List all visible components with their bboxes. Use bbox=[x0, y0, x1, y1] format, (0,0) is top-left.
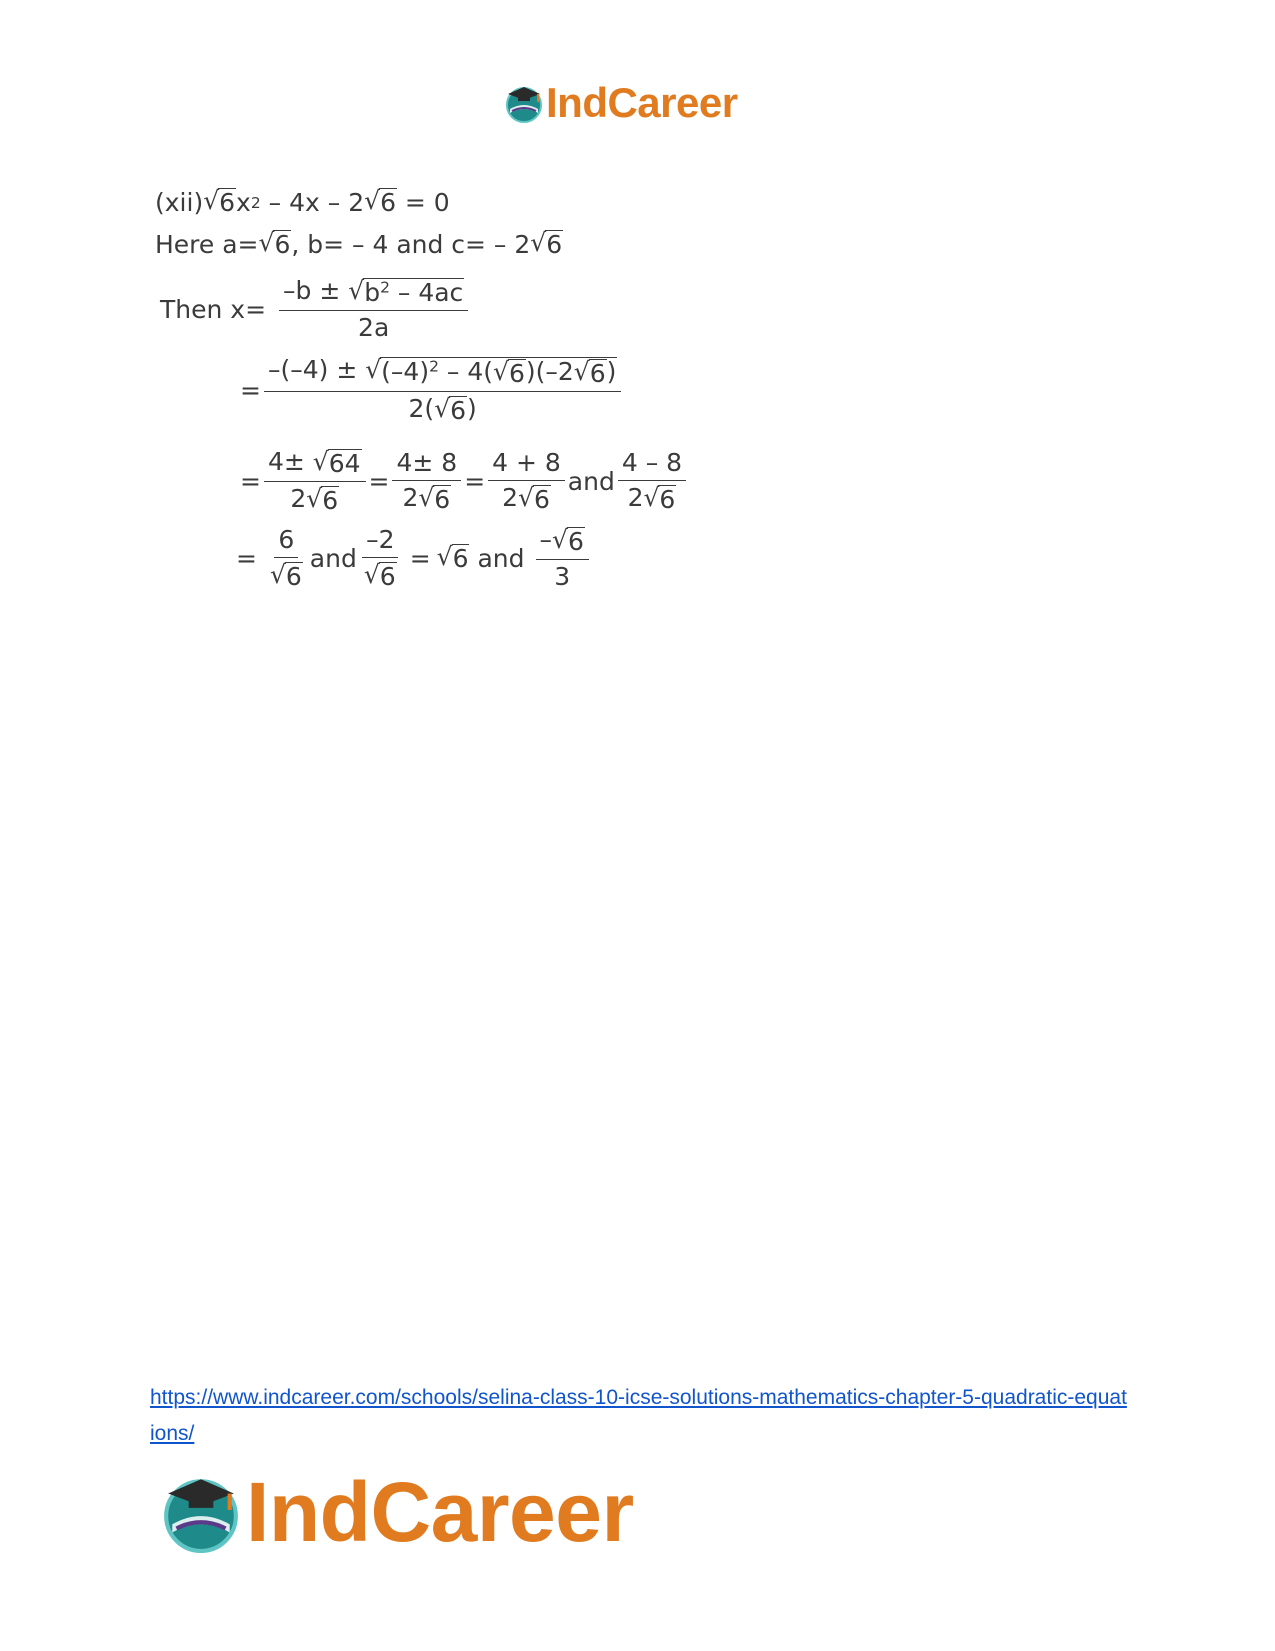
term: –(–4) ± bbox=[267, 355, 366, 384]
exponent: 2 bbox=[380, 278, 390, 297]
graduation-globe-icon bbox=[160, 1471, 242, 1553]
equation-term: – 4x – 2 bbox=[260, 188, 365, 218]
and-word: and bbox=[309, 543, 357, 573]
sqrt-expression: √ 6 bbox=[573, 357, 606, 388]
graduation-globe-icon bbox=[504, 83, 544, 123]
fraction-denominator bbox=[360, 558, 401, 592]
radicand: 6 bbox=[533, 484, 550, 514]
fraction bbox=[488, 448, 565, 515]
logo-text: IndCareer bbox=[246, 1465, 634, 1559]
header-logo bbox=[504, 78, 738, 128]
fraction-denominator: 2a bbox=[358, 312, 390, 342]
fraction bbox=[266, 525, 307, 592]
radicand: 6 bbox=[322, 485, 339, 515]
equals-sign: = bbox=[464, 466, 486, 496]
equals-sign: = bbox=[240, 375, 261, 405]
source-url-link[interactable]: https://www.indcareer.com/schools/selina-class-10-icse-solutions-mathematics-chapter-5-quadratic-equations/ bbox=[150, 1386, 1127, 1445]
fraction-numerator bbox=[279, 276, 468, 311]
fraction-numerator bbox=[264, 355, 621, 392]
radicand: 6 bbox=[546, 230, 563, 259]
and-word: and bbox=[477, 543, 525, 573]
formula-lead: Then x= bbox=[160, 294, 267, 324]
fraction bbox=[536, 525, 589, 592]
fraction-numerator: –2 bbox=[362, 525, 398, 558]
radicand: 6 bbox=[508, 359, 525, 388]
term: 4± bbox=[267, 447, 313, 476]
equals-sign: = bbox=[240, 466, 261, 496]
term: –b ± bbox=[283, 276, 349, 305]
fraction-numerator: 4 – 8 bbox=[618, 448, 686, 481]
radicand: 6 bbox=[379, 562, 396, 591]
exponent: 2 bbox=[429, 357, 439, 376]
variable: x bbox=[236, 188, 251, 218]
term: b bbox=[364, 278, 381, 307]
simplification-line bbox=[240, 447, 689, 516]
term: – 4ac bbox=[389, 278, 464, 307]
term: ) bbox=[606, 357, 617, 386]
sqrt-expression: √ 6 bbox=[363, 560, 396, 591]
term: 2 bbox=[627, 482, 644, 512]
radicand: 6 bbox=[219, 188, 236, 217]
radicand: 6 bbox=[567, 527, 584, 556]
sqrt-expression: √ 6 bbox=[552, 525, 584, 556]
term: )(–2 bbox=[525, 357, 574, 386]
radicand: 6 bbox=[274, 230, 291, 259]
term: 2 bbox=[402, 482, 419, 512]
radicand: 6 bbox=[589, 359, 606, 388]
fraction-numerator: 6 bbox=[274, 525, 298, 558]
sqrt-expression: √ 6 bbox=[434, 393, 467, 425]
fraction-denominator bbox=[266, 558, 307, 592]
question-number: (xii) bbox=[155, 188, 204, 218]
radicand: 6 bbox=[380, 188, 396, 217]
radicand: 6 bbox=[434, 484, 451, 514]
equals-sign: = bbox=[368, 466, 390, 496]
equals-sign: = bbox=[236, 543, 257, 573]
fraction bbox=[392, 448, 461, 515]
fraction bbox=[618, 448, 686, 515]
sqrt-expression: √ 6 bbox=[258, 228, 291, 259]
radicand bbox=[363, 278, 464, 308]
sqrt-expression: √ 6 bbox=[643, 482, 676, 514]
term: – 4( bbox=[438, 357, 494, 386]
final-answer-line bbox=[236, 525, 592, 592]
coefficients-line bbox=[155, 230, 563, 260]
sqrt-expression: √ 6 bbox=[518, 482, 550, 514]
sqrt-expression: √ 6 bbox=[269, 560, 302, 591]
fraction-numerator bbox=[264, 447, 366, 482]
coefficients-text: , b= – 4 and c= – 2 bbox=[291, 230, 531, 260]
fraction-denominator bbox=[624, 481, 681, 515]
radicand: 6 bbox=[659, 484, 676, 514]
sqrt-expression: √ 6 bbox=[203, 186, 236, 217]
sqrt-expression: √ $(-4)^2 - 4$( √ 6 )(–2 √ 6 ) bbox=[365, 355, 617, 388]
term: – bbox=[539, 525, 553, 554]
fraction-numerator bbox=[536, 525, 589, 560]
sqrt-expression: √ 6 bbox=[530, 228, 563, 259]
quadratic-formula-line bbox=[160, 276, 471, 343]
radicand: 6 bbox=[452, 543, 469, 573]
sqrt-expression: √ $b^2 - 4ac$ bbox=[348, 276, 464, 307]
sqrt-expression: √ 6 bbox=[306, 483, 339, 515]
radicand: 6 bbox=[450, 395, 467, 425]
term: 2 bbox=[502, 482, 518, 512]
fraction bbox=[360, 525, 401, 592]
term: (–4) bbox=[381, 357, 430, 386]
radicand: 64 bbox=[328, 449, 361, 478]
fraction-denominator: 3 bbox=[554, 561, 571, 591]
fraction-denominator bbox=[498, 481, 555, 515]
sqrt-expression: √ 6 bbox=[364, 186, 396, 217]
footer-logo bbox=[160, 1465, 634, 1559]
and-word: and bbox=[567, 466, 615, 496]
equation-statement: (xii) √ 6 x 2 – 4x – 2 √ 6 = 0 bbox=[155, 186, 450, 218]
radicand bbox=[380, 357, 617, 389]
logo-text: IndCareer bbox=[546, 79, 738, 126]
term: 2( bbox=[408, 393, 435, 423]
sqrt-expression: √ 64 bbox=[312, 447, 361, 478]
fraction bbox=[264, 447, 366, 516]
term: 2 bbox=[290, 483, 307, 513]
radicand: 6 bbox=[285, 562, 302, 591]
substitution-line bbox=[240, 355, 624, 426]
fraction-numerator: 4 + 8 bbox=[488, 448, 565, 481]
fraction-denominator bbox=[398, 481, 455, 515]
fraction-denominator bbox=[286, 482, 343, 516]
sqrt-expression: √ 6 bbox=[418, 482, 451, 514]
fraction bbox=[264, 355, 621, 426]
equation-term: = 0 bbox=[396, 188, 450, 218]
term: ) bbox=[467, 393, 477, 423]
fraction-denominator bbox=[405, 392, 481, 426]
sqrt-expression: √ 6 bbox=[493, 357, 525, 388]
coefficients-text: Here a= bbox=[155, 230, 259, 260]
fraction-numerator: 4± 8 bbox=[392, 448, 461, 481]
fraction bbox=[279, 276, 468, 343]
equals-sign: = bbox=[409, 543, 431, 573]
sqrt-expression: √ 6 bbox=[436, 541, 469, 573]
